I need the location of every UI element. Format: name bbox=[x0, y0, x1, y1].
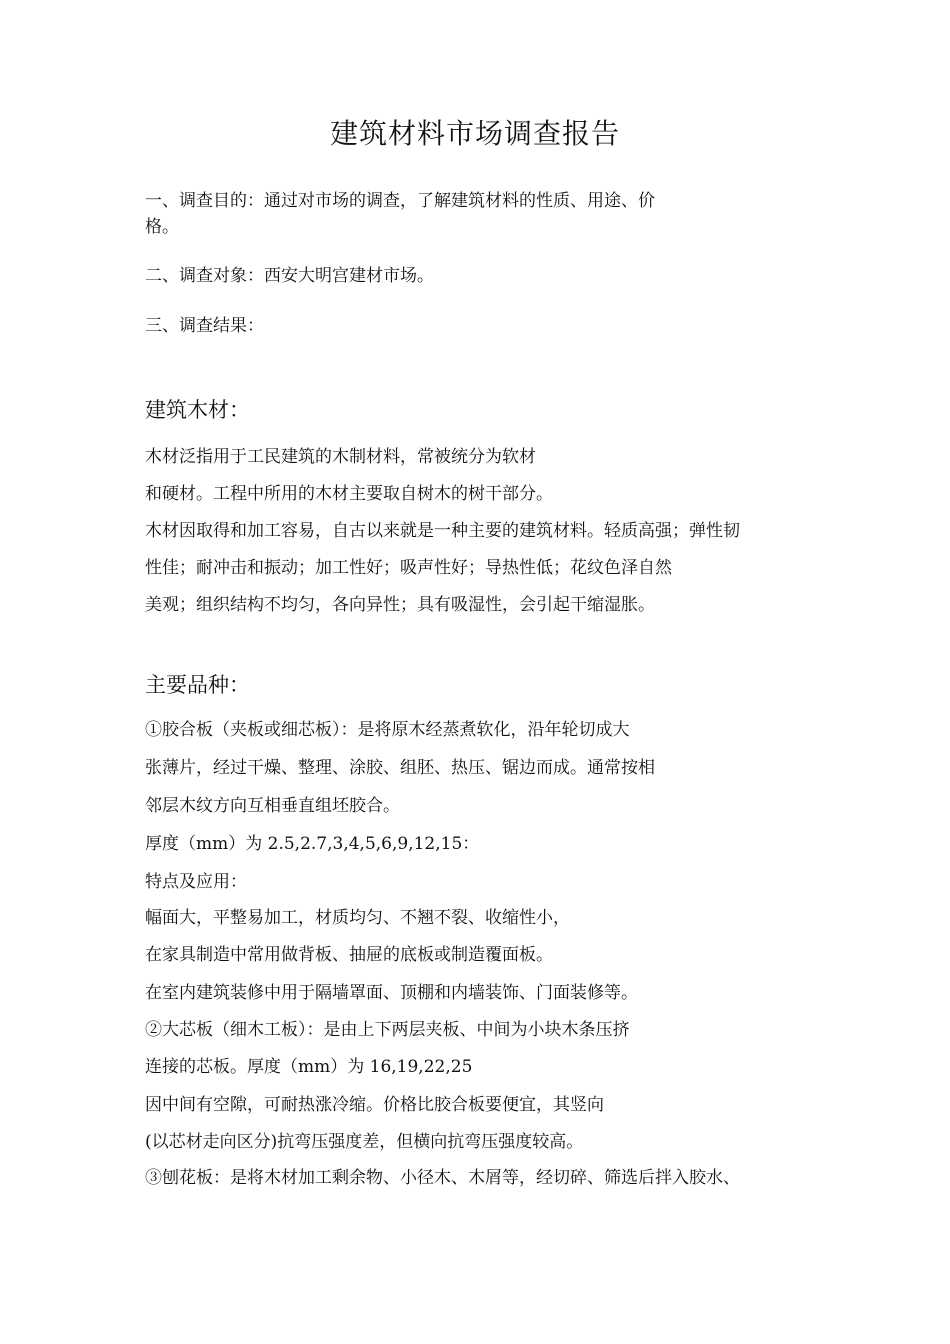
wood-paragraph-line: 和硬材。工程中所用的木材主要取自树木的树干部分。 bbox=[145, 484, 553, 504]
varieties-paragraph-line: 因中间有空隙，可耐热涨冷缩。价格比胶合板要便宜，其竖向 bbox=[145, 1095, 604, 1115]
varieties-section-heading: 主要品种： bbox=[145, 673, 250, 697]
varieties-paragraph-line: 幅面大，平整易加工，材质均匀、不翘不裂、收缩性小， bbox=[145, 908, 570, 928]
varieties-paragraph-line: 厚度（mm）为 2.5,2.7,3,4,5,6,9,12,15： bbox=[145, 834, 480, 854]
varieties-paragraph-line: ②大芯板（细木工板）：是由上下两层夹板、中间为小块木条压挤 bbox=[145, 1020, 630, 1040]
survey-target: 二、调查对象：西安大明宫建材市场。 bbox=[145, 266, 434, 286]
wood-paragraph-line: 木材因取得和加工容易，自古以来就是一种主要的建筑材料。轻质高强；弹性韧 bbox=[145, 521, 740, 541]
varieties-paragraph-line: ①胶合板（夹板或细芯板）：是将原木经蒸煮软化，沿年轮切成大 bbox=[145, 720, 630, 740]
varieties-paragraph-line: 在家具制造中常用做背板、抽屉的底板或制造覆面板。 bbox=[145, 945, 553, 965]
varieties-paragraph-line: (以芯材走向区分)抗弯压强度差，但横向抗弯压强度较高。 bbox=[145, 1132, 584, 1152]
varieties-paragraph-line: 张薄片，经过干燥、整理、涂胶、组胚、热压、锯边而成。通常按相 bbox=[145, 758, 655, 778]
varieties-paragraph-line: 邻层木纹方向互相垂直组坯胶合。 bbox=[145, 796, 400, 816]
wood-paragraph-line: 性佳；耐冲击和振动；加工性好；吸声性好；导热性低；花纹色泽自然 bbox=[145, 558, 672, 578]
wood-paragraph-line: 木材泛指用于工民建筑的木制材料，常被统分为软材 bbox=[145, 447, 536, 467]
varieties-paragraph-line: 特点及应用： bbox=[145, 872, 247, 892]
document-title: 建筑材料市场调查报告 bbox=[329, 117, 620, 150]
survey-purpose-line-2: 格。 bbox=[145, 217, 179, 237]
varieties-paragraph-line: ③刨花板：是将木材加工剩余物、小径木、木屑等，经切碎、筛选后拌入胶水、 bbox=[145, 1168, 740, 1188]
wood-paragraph-line: 美观；组织结构不均匀，各向异性；具有吸湿性，会引起干缩湿胀。 bbox=[145, 595, 655, 615]
wood-section-heading: 建筑木材： bbox=[145, 398, 250, 422]
varieties-paragraph-line: 连接的芯板。厚度（mm）为 16,19,22,25 bbox=[145, 1057, 473, 1077]
survey-purpose-line-1: 一、调查目的：通过对市场的调查，了解建筑材料的性质、用途、价 bbox=[145, 191, 655, 211]
varieties-paragraph-line: 在室内建筑装修中用于隔墙罩面、顶棚和内墙装饰、门面装修等。 bbox=[145, 983, 638, 1003]
survey-result-label: 三、调查结果： bbox=[145, 316, 264, 336]
